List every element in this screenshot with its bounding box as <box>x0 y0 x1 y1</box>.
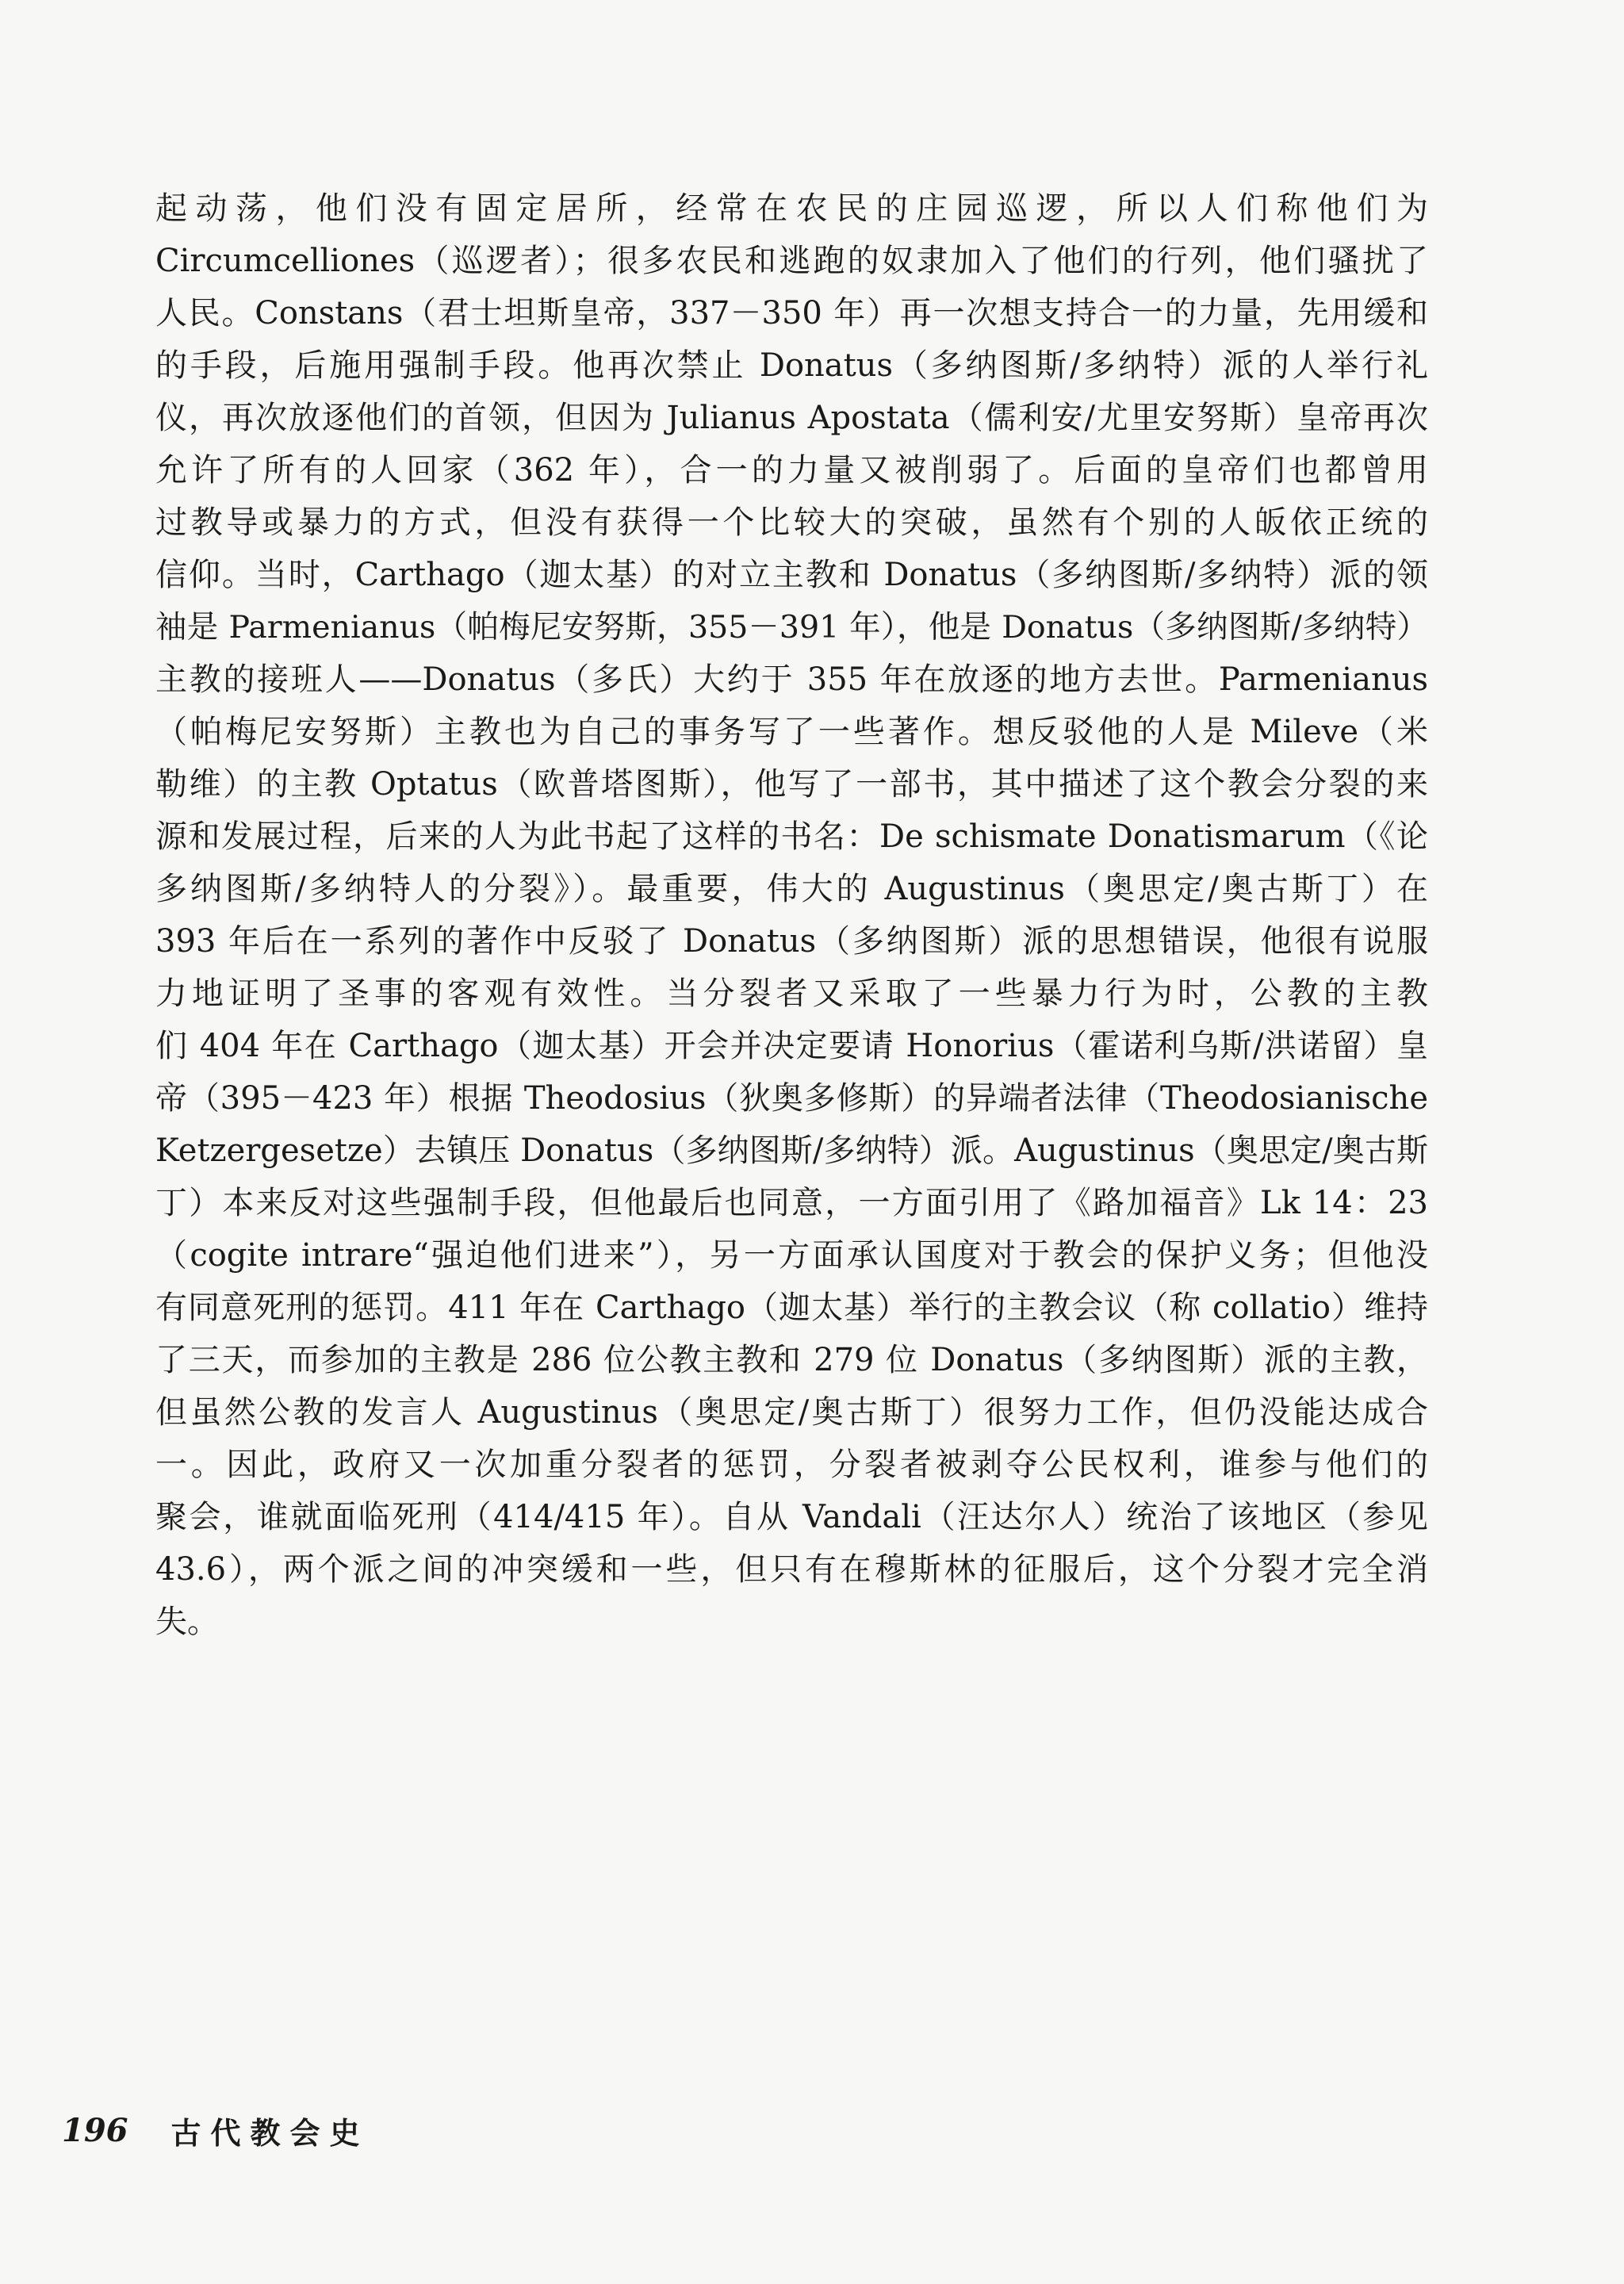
body-text <box>155 182 1428 1648</box>
text-line: 过教导或暴力的方式，但没有获得一个比较大的突破，虽然有个别的人皈依正统的 <box>155 504 1428 541</box>
text-line: Circumcelliones（巡逻者）；很多农民和逃跑的奴隶加入了他们的行列，他们骚扰了 <box>155 243 1428 279</box>
text-line: 失。 <box>155 1604 219 1640</box>
text-line: 袖是 Parmenianus（帕梅尼安努斯，355－391 年），他是 Donatus（多纳图斯/多纳特） <box>155 609 1428 646</box>
text-line: 了三天，而参加的主教是 286 位公教主教和 279 位 Donatus（多纳图斯）派的主教， <box>155 1342 1428 1378</box>
text-line: 主教的接班人——Donatus（多氏）大约于 355 年在放逐的地方去世。Parmenianus <box>155 661 1428 698</box>
page-footer <box>62 2106 370 2154</box>
text-line: 起动荡，他们没有固定居所，经常在农民的庄园巡逻，所以人们称他们为 <box>155 190 1428 227</box>
text-line: 人民。Constans（君士坦斯皇帝，337－350 年）再一次想支持合一的力量，先用缓和 <box>155 295 1428 331</box>
text-line: 仪，再次放逐他们的首领，但因为 Julianus Apostata（儒利安/尤里安努斯）皇帝再次 <box>155 400 1428 436</box>
text-line: 但虽然公教的发言人 Augustinus（奥思定/奥古斯丁）很努力工作，但仍没能达成合 <box>155 1394 1428 1431</box>
text-line: 们 404 年在 Carthago（迦太基）开会并决定要请 Honorius（霍诺利乌斯/洪诺留）皇 <box>155 1028 1428 1064</box>
text-line: （帕梅尼安努斯）主教也为自己的事务写了一些著作。想反驳他的人是 Mileve（米 <box>155 714 1428 750</box>
text-line: 一。因此，政府又一次加重分裂者的惩罚，分裂者被剥夺公民权利，谁参与他们的 <box>155 1447 1428 1483</box>
text-line: 信仰。当时，Carthago（迦太基）的对立主教和 Donatus（多纳图斯/多纳特）派的领 <box>155 557 1428 593</box>
page-number: 196 <box>62 2111 128 2149</box>
text-line: 允许了所有的人回家（362 年），合一的力量又被削弱了。后面的皇帝们也都曾用 <box>155 452 1428 489</box>
text-line: 丁）本来反对这些强制手段，但他最后也同意，一方面引用了《路加福音》Lk 14：23 <box>155 1185 1428 1221</box>
text-line: 帝（395－423 年）根据 Theodosius（狄奥多修斯）的异端者法律（Theodosianische <box>155 1080 1428 1117</box>
text-line: 勒维）的主教 Optatus（欧普塔图斯），他写了一部书，其中描述了这个教会分裂的来 <box>155 766 1428 803</box>
text-line: Ketzergesetze）去镇压 Donatus（多纳图斯/多纳特）派。Augustinus（奥思定/奥古斯 <box>155 1132 1428 1169</box>
text-line: （cogite intrare“强迫他们进来”），另一方面承认国度对于教会的保护义务；但他没 <box>155 1237 1428 1274</box>
text-line: 393 年后在一系列的著作中反驳了 Donatus（多纳图斯）派的思想错误，他很有说服 <box>155 923 1428 960</box>
text-line: 聚会，谁就面临死刑（414/415 年）。自从 Vandali（汪达尔人）统治了该地区（参见 <box>155 1499 1428 1535</box>
text-line: 源和发展过程，后来的人为此书起了这样的书名：De schismate Donatismarum（《论 <box>155 818 1428 855</box>
text-line: 多纳图斯/多纳特人的分裂》）。最重要，伟大的 Augustinus（奥思定/奥古斯丁）在 <box>155 871 1428 907</box>
running-title: 古代教会史 <box>170 2114 370 2151</box>
text-line: 力地证明了圣事的客观有效性。当分裂者又采取了一些暴力行为时，公教的主教 <box>155 975 1428 1012</box>
text-line: 的手段，后施用强制手段。他再次禁止 Donatus（多纳图斯/多纳特）派的人举行礼 <box>155 347 1428 384</box>
text-line: 43.6），两个派之间的冲突缓和一些，但只有在穆斯林的征服后，这个分裂才完全消 <box>155 1551 1428 1588</box>
text-line: 有同意死刑的惩罚。411 年在 Carthago（迦太基）举行的主教会议（称 collatio）维持 <box>155 1290 1428 1326</box>
